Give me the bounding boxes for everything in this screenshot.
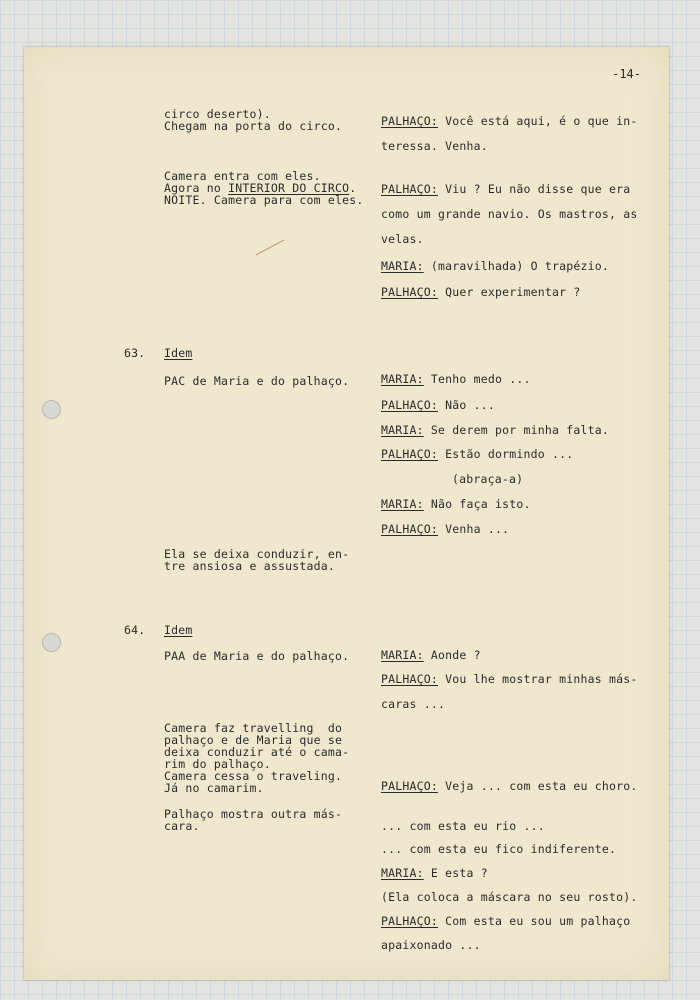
dialogue-text: Veja ... com esta eu choro. xyxy=(438,779,638,793)
speaker-name: PALHAÇO: xyxy=(381,447,438,461)
binder-hole-top xyxy=(42,400,61,419)
dialogue-text: Quer experimentar ? xyxy=(438,285,581,299)
page-number: -14- xyxy=(612,67,641,81)
parenthetical: (abraça-a) xyxy=(452,472,524,486)
speaker-name: PALHAÇO: xyxy=(381,522,438,536)
dialogue-line: como um grande navio. Os mastros, as xyxy=(381,207,638,221)
dialogue-line xyxy=(381,254,609,279)
speaker-name: MARIA: xyxy=(381,497,424,511)
action-line: Camera entra com eles. xyxy=(164,169,321,183)
script-page xyxy=(24,47,669,980)
dialogue-line: apaixonado ... xyxy=(381,938,481,952)
dialogue-text: Tenho medo ... xyxy=(423,372,531,386)
dialogue-text: Com esta eu sou um palhaço xyxy=(438,914,631,928)
action-line: PAC de Maria e do palhaço. xyxy=(164,374,350,388)
speaker-name: MARIA: xyxy=(381,423,424,437)
action-line: Agora no INTERIOR DO CIRCO. xyxy=(164,181,357,195)
pencil-mark xyxy=(256,240,285,256)
scene-heading: Idem xyxy=(164,623,193,637)
speaker-name: MARIA: xyxy=(381,259,424,273)
dialogue-text: Você está aqui, é o que in- xyxy=(438,114,638,128)
action-line: cara. xyxy=(164,819,200,833)
dialogue-text: Não faça isto. xyxy=(423,497,531,511)
action-line: Já no camarim. xyxy=(164,781,264,795)
dialogue-line xyxy=(381,367,531,392)
speaker-name: MARIA: xyxy=(381,372,424,386)
dialogue-line xyxy=(381,774,637,799)
action-line: NOITE. Camera para com eles. xyxy=(164,193,364,207)
dialogue-line xyxy=(381,909,630,934)
dialogue-text: Aonde ? xyxy=(423,648,481,662)
parenthetical: (Ela coloca a máscara no seu rosto). xyxy=(381,890,638,904)
dialogue-text: Viu ? Eu não disse que era xyxy=(438,182,631,196)
dialogue-line xyxy=(381,177,630,202)
action-line: rim do palhaço. xyxy=(164,757,271,771)
action-line: PAA de Maria e do palhaço. xyxy=(164,649,350,663)
action-line: circo deserto). xyxy=(164,107,271,121)
dialogue-text: Vou lhe mostrar minhas más- xyxy=(438,672,638,686)
dialogue-text: Estão dormindo ... xyxy=(438,447,574,461)
dialogue-line xyxy=(381,109,637,134)
dialogue-text: Venha ... xyxy=(438,522,510,536)
dialogue-line: teressa. Venha. xyxy=(381,139,488,153)
speaker-name: PALHAÇO: xyxy=(381,779,438,793)
speaker-name: PALHAÇO: xyxy=(381,398,438,412)
dialogue-text: Se derem por minha falta. xyxy=(423,423,609,437)
action-line: deixa conduzir até o cama- xyxy=(164,745,350,759)
dialogue-line: caras ... xyxy=(381,697,446,711)
dialogue-line xyxy=(381,861,488,886)
dialogue-line xyxy=(381,667,637,692)
dialogue-text: E esta ? xyxy=(423,866,488,880)
dialogue-line xyxy=(381,280,580,305)
dialogue-line xyxy=(381,393,495,418)
speaker-name: PALHAÇO: xyxy=(381,914,438,928)
scene-number: 64. xyxy=(124,623,146,637)
speaker-name: PALHAÇO: xyxy=(381,114,438,128)
dialogue-line: ... com esta eu fico indiferente. xyxy=(381,842,617,856)
dialogue-line xyxy=(381,418,609,443)
speaker-name: PALHAÇO: xyxy=(381,672,438,686)
speaker-name: PALHAÇO: xyxy=(381,285,438,299)
dialogue-line: ... com esta eu rio ... xyxy=(381,819,545,833)
dialogue-line xyxy=(381,643,481,668)
dialogue-line xyxy=(381,492,531,517)
action-line: Chegam na porta do circo. xyxy=(164,119,343,133)
action-line: Ela se deixa conduzir, en- xyxy=(164,547,350,561)
speaker-name: MARIA: xyxy=(381,648,424,662)
dialogue-line xyxy=(381,442,573,467)
scene-heading: Idem xyxy=(164,346,193,360)
location-text: INTERIOR DO CIRCO xyxy=(228,181,350,195)
dialogue-line xyxy=(381,517,509,542)
action-line: palhaço e de Maria que se xyxy=(164,733,343,747)
speaker-name: PALHAÇO: xyxy=(381,182,438,196)
action-line: Camera cessa o traveling. xyxy=(164,769,343,783)
action-line: tre ansiosa e assustada. xyxy=(164,559,335,573)
scene-number: 63. xyxy=(124,346,146,360)
action-line: Palhaço mostra outra más- xyxy=(164,807,343,821)
dialogue-text: Não ... xyxy=(438,398,495,412)
dialogue-line: velas. xyxy=(381,232,424,246)
binder-hole-bottom xyxy=(42,633,61,652)
speaker-name: MARIA: xyxy=(381,866,424,880)
dialogue-text: (maravilhada) O trapézio. xyxy=(423,259,609,273)
action-line: Camera faz travelling do xyxy=(164,721,343,735)
